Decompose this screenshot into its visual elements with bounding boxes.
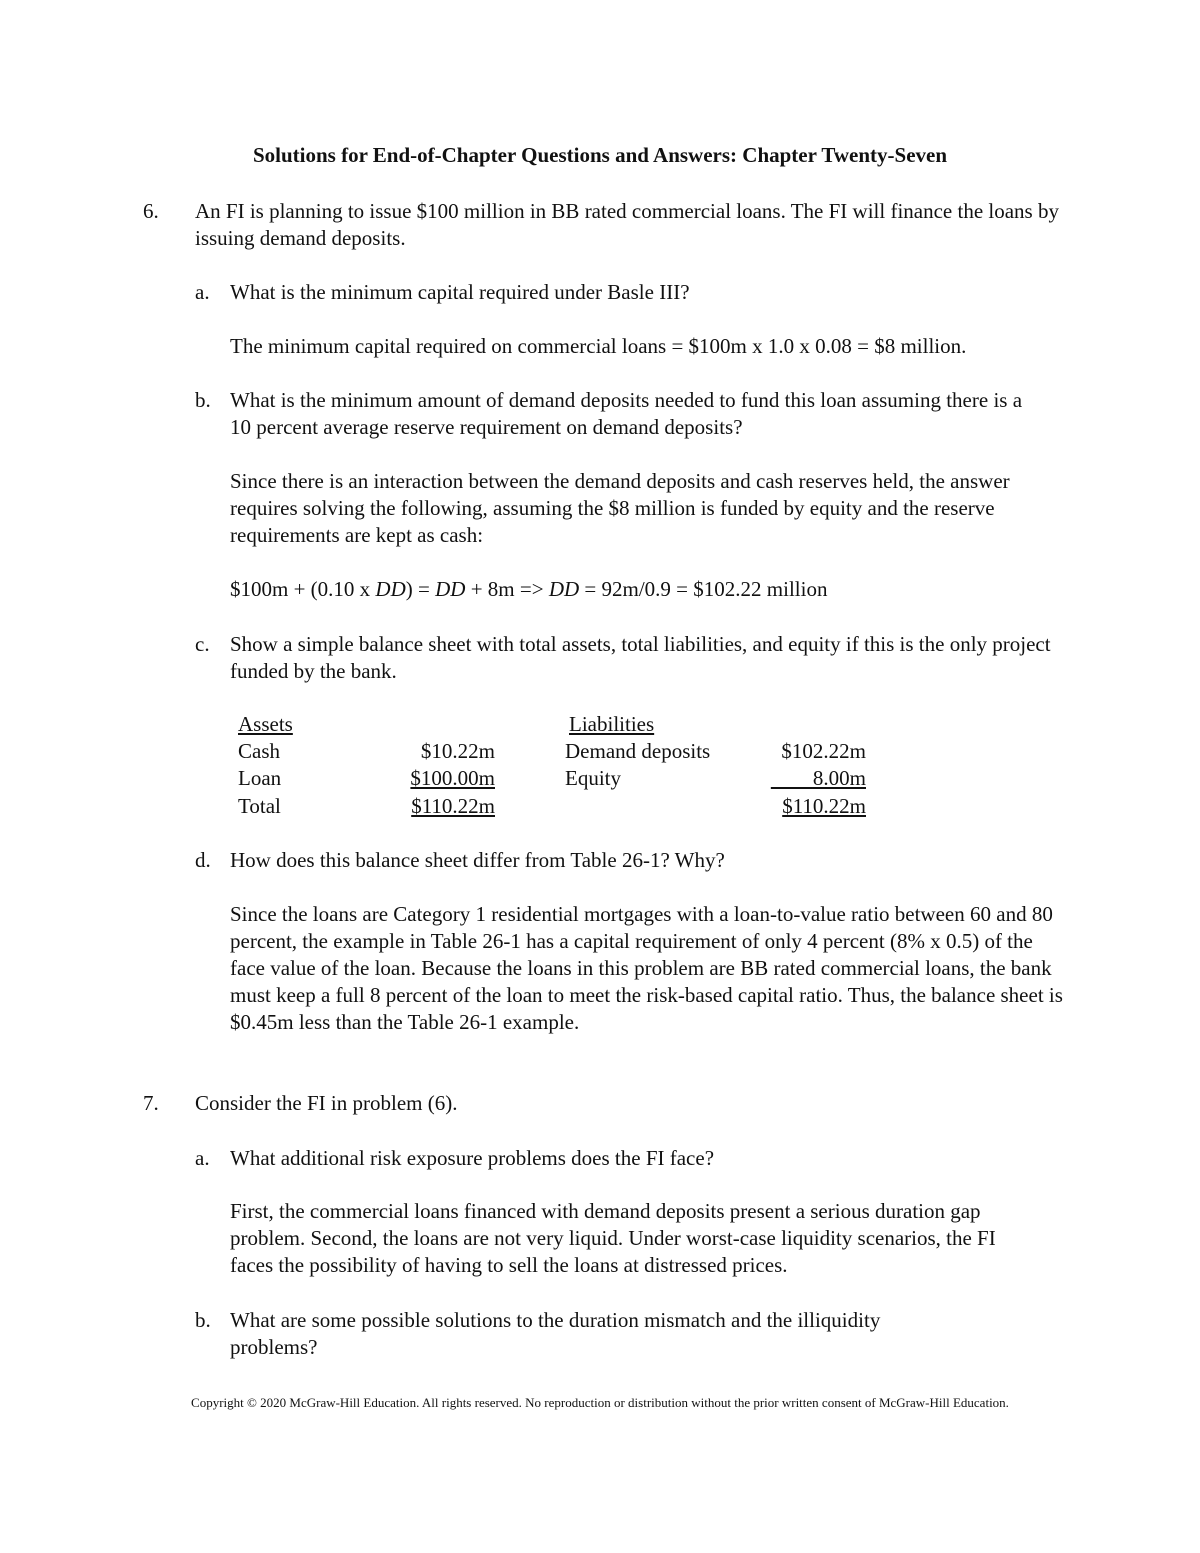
- q6-d-question: How does this balance sheet differ from Table 26-1? Why?: [230, 848, 725, 872]
- q6-d-label: d.: [195, 848, 211, 872]
- q7-a-answer: First, the commercial loans financed with demand deposits present a serious duration gap problem. Second, the loans are not very liquid. Under worst-case liquidity scenarios, the FI faces the possibility of having to sell the loans at distressed prices.: [230, 1199, 996, 1277]
- q6-c-question: Show a simple balance sheet with total assets, total liabilities, and equity if this is the only project funded by the bank.: [230, 632, 1051, 683]
- q6-d-answer: Since the loans are Category 1 residential mortgages with a loan-to-value ratio between 60 and 80 percent, the example in Table 26-1 has a capital requirement of only 4 percent (8% x 0.5) of the face value of the loan. Because the loans in this problem are BB rated commercial loans, the bank must keep a full 8 percent of the loan to meet the risk-based capital ratio. Thus, the balance sheet is $0.45m less than the Table 26-1 example.: [230, 902, 1063, 1034]
- loan-value: $100.00m: [410, 766, 495, 790]
- q6-a-question: What is the minimum capital required under Basle III?: [230, 280, 690, 304]
- total-liabilities-value: $110.22m: [782, 794, 866, 818]
- liabilities-header: Liabilities: [569, 712, 655, 736]
- question-6-text: An FI is planning to issue $100 million in BB rated commercial loans. The FI will finance the loans by issuing demand deposits.: [195, 199, 1059, 250]
- cash-label: Cash: [238, 739, 280, 763]
- demand-deposits-value: $102.22m: [781, 739, 866, 763]
- copyright-footer: Copyright © 2020 McGraw-Hill Education. All rights reserved. No reproduction or distribution without the prior written consent of McGraw-Hill Education.: [191, 1395, 1009, 1410]
- total-label: Total: [238, 794, 281, 818]
- assets-header: Assets: [238, 712, 293, 736]
- q6-b-question: What is the minimum amount of demand deposits needed to fund this loan assuming there is a 10 percent average reserve requirement on demand deposits?: [230, 388, 1023, 439]
- q7-a-question: What additional risk exposure problems does the FI face?: [230, 1146, 715, 1170]
- q6-b-answer: Since there is an interaction between the demand deposits and cash reserves held, the answer requires solving the following, assuming the $8 million is funded by equity and the reserve requirements are kept as cash:: [230, 469, 1010, 547]
- equity-label: Equity: [565, 766, 621, 790]
- q6-c-label: c.: [195, 632, 210, 656]
- total-assets-value: $110.22m: [411, 794, 495, 818]
- q7-a-label: a.: [195, 1146, 210, 1170]
- q6-a-answer: The minimum capital required on commercial loans = $100m x 1.0 x 0.08 = $8 million.: [230, 334, 967, 358]
- page-title: Solutions for End-of-Chapter Questions and Answers: Chapter Twenty-Seven: [252, 143, 948, 167]
- question-6-number: 6.: [143, 199, 159, 223]
- loan-label: Loan: [238, 766, 282, 790]
- q6-b-equation: $100m + (0.10 x DD) = DD + 8m => DD = 92m/0.9 = $102.22 million: [230, 577, 828, 601]
- q6-a-label: a.: [195, 280, 210, 304]
- question-7-text: Consider the FI in problem (6).: [195, 1091, 458, 1115]
- q7-b-label: b.: [195, 1308, 211, 1332]
- q6-b-label: b.: [195, 388, 211, 412]
- equity-value: 8.00m: [812, 766, 866, 790]
- demand-deposits-label: Demand deposits: [565, 739, 711, 763]
- question-7-number: 7.: [143, 1091, 159, 1115]
- cash-value: $10.22m: [420, 739, 495, 763]
- q7-b-question: What are some possible solutions to the duration mismatch and the illiquidity problems?: [230, 1308, 881, 1359]
